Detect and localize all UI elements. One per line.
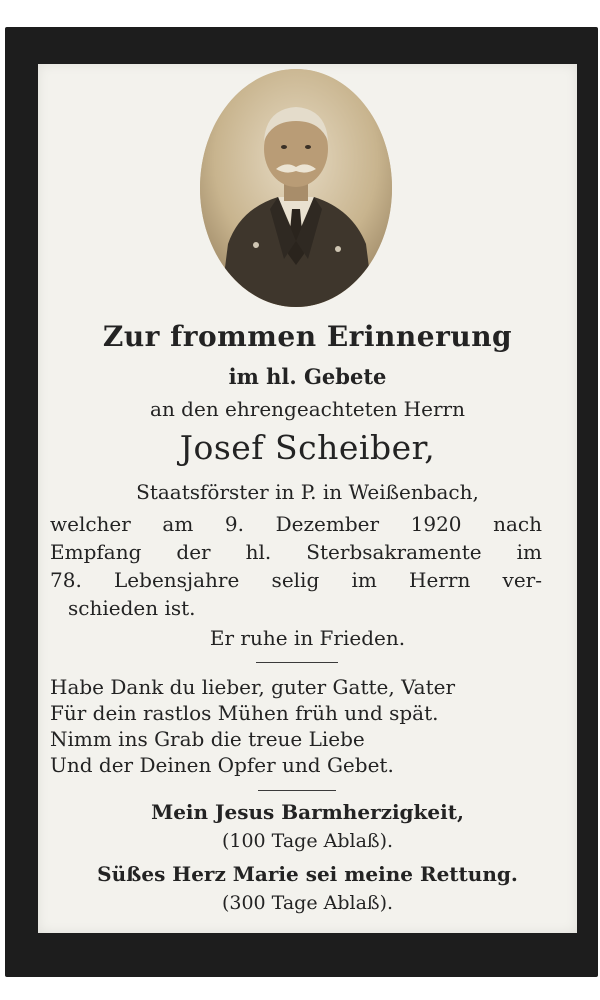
deceased-title: Staatsförster in P. in Weißenbach, xyxy=(136,480,479,504)
verse-line: Für dein rastlos Mühen früh und spät. xyxy=(50,701,439,725)
divider xyxy=(256,662,338,663)
prayer-line: Mein Jesus Barmherzigkeit, xyxy=(151,800,464,824)
verse-line: Und der Deinen Opfer und Gebet. xyxy=(50,753,394,777)
death-notice xyxy=(50,510,542,622)
deceased-name: Josef Scheiber, xyxy=(179,428,436,467)
indulgence-note: (300 Tage Ablaß). xyxy=(221,892,394,914)
death-notice-line: welcher am 9. Dezember 1920 nach xyxy=(50,512,542,536)
verse-line: Nimm ins Grab die treue Liebe xyxy=(50,727,365,751)
portrait-figure xyxy=(200,69,392,307)
memorial-intro: an den ehrengeachteten Herrn xyxy=(150,397,465,421)
indulgence-note: (100 Tage Ablaß). xyxy=(221,830,394,852)
death-notice-line: 78. Lebensjahre selig im Herrn ver- xyxy=(50,568,542,592)
memorial-subheading: im hl. Gebete xyxy=(228,364,387,389)
memorial-verse xyxy=(50,674,550,778)
verse-line: Habe Dank du lieber, guter Gatte, Vater xyxy=(50,675,456,699)
rest-in-peace: Er ruhe in Frieden. xyxy=(209,626,406,650)
memorial-heading: Zur frommen Erinnerung xyxy=(102,320,513,353)
portrait-photo xyxy=(200,69,392,307)
death-notice-line: schieden ist. xyxy=(68,596,196,620)
death-notice-line: Empfang der hl. Sterbsakramente im xyxy=(50,540,542,564)
prayer-line: Süßes Herz Marie sei meine Rettung. xyxy=(97,862,518,886)
divider xyxy=(258,790,336,791)
